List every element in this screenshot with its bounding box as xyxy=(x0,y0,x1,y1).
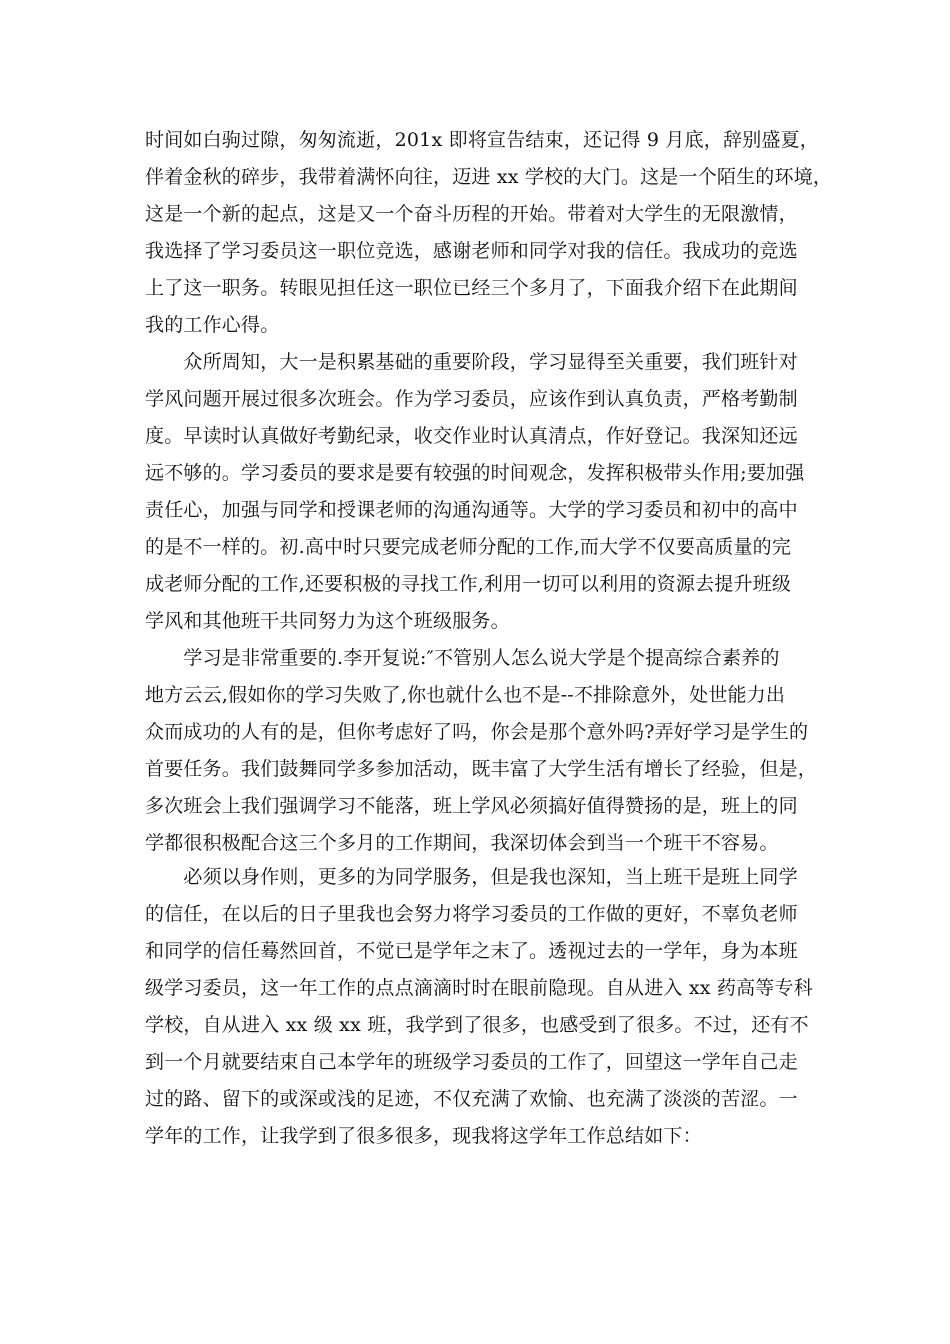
text-line: 的信任，在以后的日子里我也会努力将学习委员的工作做的更好，不辜负老师 xyxy=(145,903,798,925)
text-line: 成老师分配的工作,还要积极的寻找工作,利用一切可以利用的资源去提升班级 xyxy=(145,573,792,595)
text-line: 必须以身作则，更多的为同学服务，但是我也深知，当上班干是班上同学 xyxy=(145,866,798,888)
text-line: 度。早读时认真做好考勤纪录，收交作业时认真清点，作好登记。我深知还远 xyxy=(145,425,798,447)
text-line: 学年的工作，让我学到了很多很多，现我将这学年工作总结如下： xyxy=(145,1125,702,1147)
text-line: 级学习委员，这一年工作的点点滴滴时时在眼前隐现。自从进入 xx 药高等专科 xyxy=(145,977,813,999)
text-line: 这是一个新的起点，这是又一个奋斗历程的开始。带着对大学生的无限激情， xyxy=(145,203,798,225)
text-line: 上了这一职务。转眼见担任这一职位已经三个多月了，下面我介绍下在此期间 xyxy=(145,277,798,299)
text-line: 的是不一样的。初.高中时只要完成老师分配的工作,而大学不仅要高质量的完 xyxy=(145,536,792,558)
text-line: 我选择了学习委员这一职位竞选，感谢老师和同学对我的信任。我成功的竞选 xyxy=(145,240,798,262)
text-line: 学风问题开展过很多次班会。作为学习委员，应该作到认真负责，严格考勤制 xyxy=(145,388,798,410)
text-line: 我的工作心得。 xyxy=(145,314,280,336)
text-line: 伴着金秋的碎步，我带着满怀向往，迈进 xx 学校的大门。这是一个陌生的环境， xyxy=(145,166,833,188)
text-line: 学习是非常重要的.李开复说:″不管别人怎么说大学是个提高综合素养的 xyxy=(145,647,780,669)
text-line: 学风和其他班干共同努力为这个班级服务。 xyxy=(145,610,510,632)
text-line: 远不够的。学习委员的要求是要有较强的时间观念，发挥积极带头作用;要加强 xyxy=(145,462,805,484)
text-line: 多次班会上我们强调学习不能落，班上学风必须搞好值得赞扬的是，班上的同 xyxy=(145,795,798,817)
text-line: 到一个月就要结束自己本学年的班级学习委员的工作了，回望这一学年自己走 xyxy=(145,1051,798,1073)
text-line: 过的路、留下的或深或浅的足迹，不仅充满了欢愉、也充满了淡淡的苦涩。一 xyxy=(145,1088,798,1110)
text-line: 地方云云,假如你的学习失败了,你也就什么也不是--不排除意外，处世能力出 xyxy=(145,684,786,706)
text-line: 责任心，加强与同学和授课老师的沟通沟通等。大学的学习委员和初中的高中 xyxy=(145,499,798,521)
text-line: 众所周知，大一是积累基础的重要阶段，学习显得至关重要，我们班针对 xyxy=(145,351,798,373)
text-line: 和同学的信任蓦然回首，不觉已是学年之末了。透视过去的一学年，身为本班 xyxy=(145,940,798,962)
text-line: 学校，自从进入 xx 级 xx 班，我学到了很多，也感受到了很多。不过，还有不 xyxy=(145,1014,809,1036)
text-line: 时间如白驹过隙，匆匆流逝，201x 即将宣告结束，还记得 9 月底，辞别盛夏， xyxy=(145,129,819,151)
text-line: 首要任务。我们鼓舞同学多参加活动，既丰富了大学生活有增长了经验，但是， xyxy=(145,758,818,780)
text-line: 学都很积极配合这三个多月的工作期间，我深切体会到当一个班干不容易。 xyxy=(145,832,779,854)
text-line: 众而成功的人有的是，但你考虑好了吗，你会是那个意外吗?弄好学习是学生的 xyxy=(145,721,809,743)
